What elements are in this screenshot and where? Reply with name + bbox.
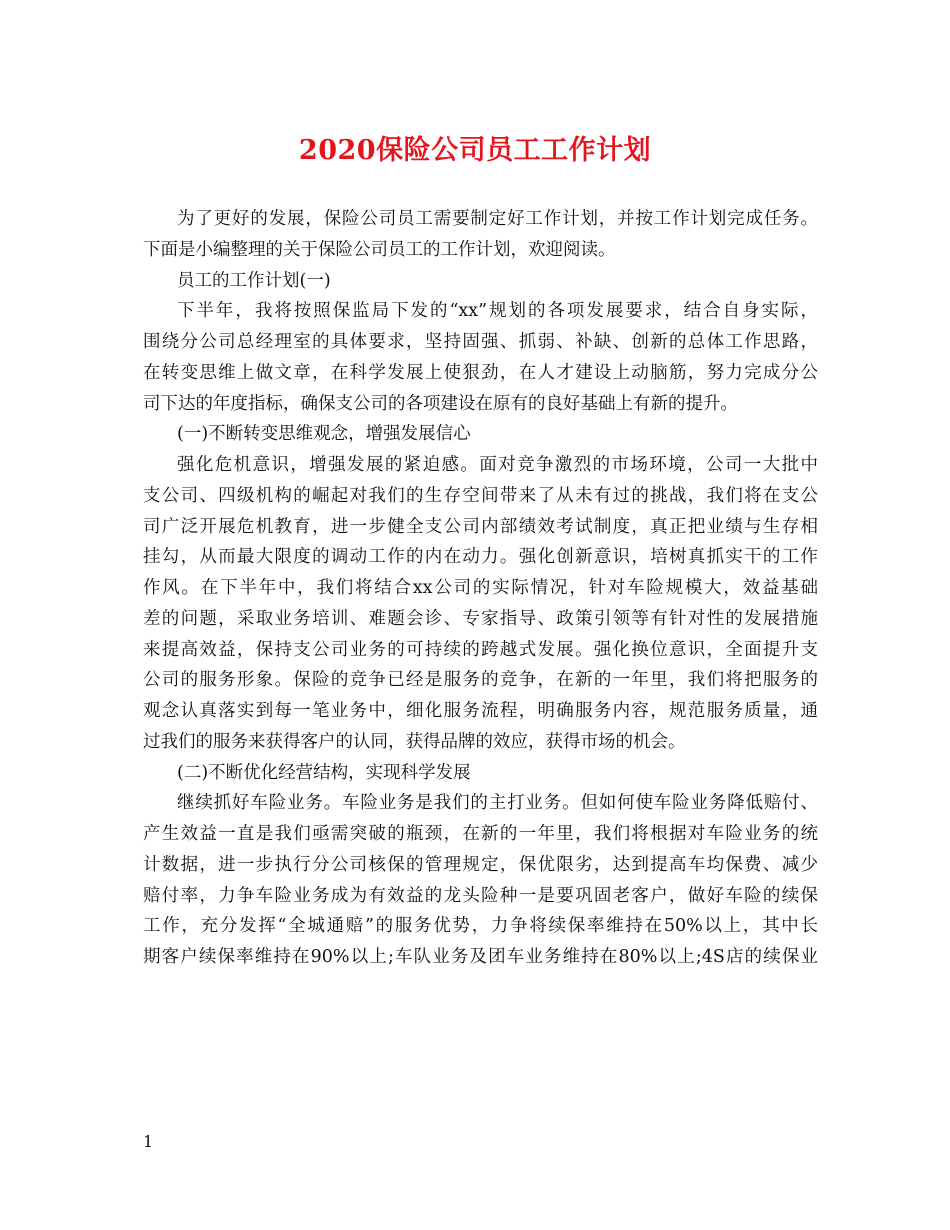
paragraph-line: 观念认真落实到每一笔业务中，细化服务流程，明确服务内容，规范服务质量，通 [143,701,818,721]
paragraph-line: 挂勾，从而最大限度的调动工作的内在动力。强化创新意识，培树真抓实干的工作 [143,547,818,568]
paragraph-line: 来提高效益，保持支公司业务的可持续的跨越式发展。强化换位意识，全面提升支 [143,639,818,660]
paragraph-line: 支公司、四级机构的崛起对我们的生存空间带来了从未有过的挑战，我们将在支公 [143,485,818,506]
paragraph-line: 司下达的年度指标，确保支公司的各项建设在原有的良好基础上有新的提升。 [143,393,738,414]
paragraph-line: 计数据，进一步执行分公司核保的管理规定，保优限劣，达到提高车均保费、减少 [143,854,818,875]
paragraph-line: 在转变思维上做文章，在科学发展上使狠劲，在人才建设上动脑筋，努力完成分公 [143,362,818,383]
paragraph-line: 工作，充分发挥“全城通赔”的服务优势，力争将续保率维持在50%以上，其中长 [143,916,818,937]
paragraph-line: 作风。在下半年中，我们将结合xx公司的实际情况，针对车险规模大，效益基础 [143,578,818,598]
paragraph-line: 赔付率，力争车险业务成为有效益的龙头险种一是要巩固老客户，做好车险的续保 [143,885,818,906]
page-number: 1 [143,1132,154,1151]
paragraph-line: 差的问题，采取业务培训、难题会诊、专家指导、政策引领等有针对性的发展措施 [143,608,818,629]
document-title: 2020保险公司员工工作计划 [298,135,652,166]
paragraph-line: 围绕分公司总经理室的具体要求，坚持固强、抓弱、补缺、创新的总体工作思路， [143,332,818,352]
paragraph-line: 期客户续保率维持在90%以上;车队业务及团车业务维持在80%以上;4S店的续保业 [143,947,818,967]
paragraph-line: 强化危机意识，增强发展的紧迫感。面对竞争激烈的市场环境，公司一大批中 [177,455,818,475]
paragraph-line: 为了更好的发展，保险公司员工需要制定好工作计划，并按工作计划完成任务。 [177,209,818,229]
paragraph-line: 下面是小编整理的关于保险公司员工的工作计划，欢迎阅读。 [143,239,616,260]
paragraph-line: (二)不断优化经营结构，实现科学发展 [177,762,471,783]
paragraph-line: 产生效益一直是我们亟需突破的瓶颈，在新的一年里，我们将根据对车险业务的统 [143,824,818,844]
paragraph-line: (一)不断转变思维观念，增强发展信心 [177,424,471,445]
paragraph-line: 下半年，我将按照保监局下发的“xx”规划的各项发展要求，结合自身实际， [177,301,818,322]
document-body [143,204,818,973]
paragraph-line: 继续抓好车险业务。车险业务是我们的主打业务。但如何使车险业务降低赔付、 [177,793,818,814]
paragraph-line: 公司的服务形象。保险的竞争已经是服务的竞争，在新的一年里，我们将把服务的 [143,670,818,691]
paragraph-line: 过我们的服务来获得客户的认同，获得品牌的效应，获得市场的机会。 [143,731,686,752]
paragraph-line: 司广泛开展危机教育，进一步健全支公司内部绩效考试制度，真正把业绩与生存相 [143,516,818,537]
paragraph-line: 员工的工作计划(一) [177,270,331,291]
